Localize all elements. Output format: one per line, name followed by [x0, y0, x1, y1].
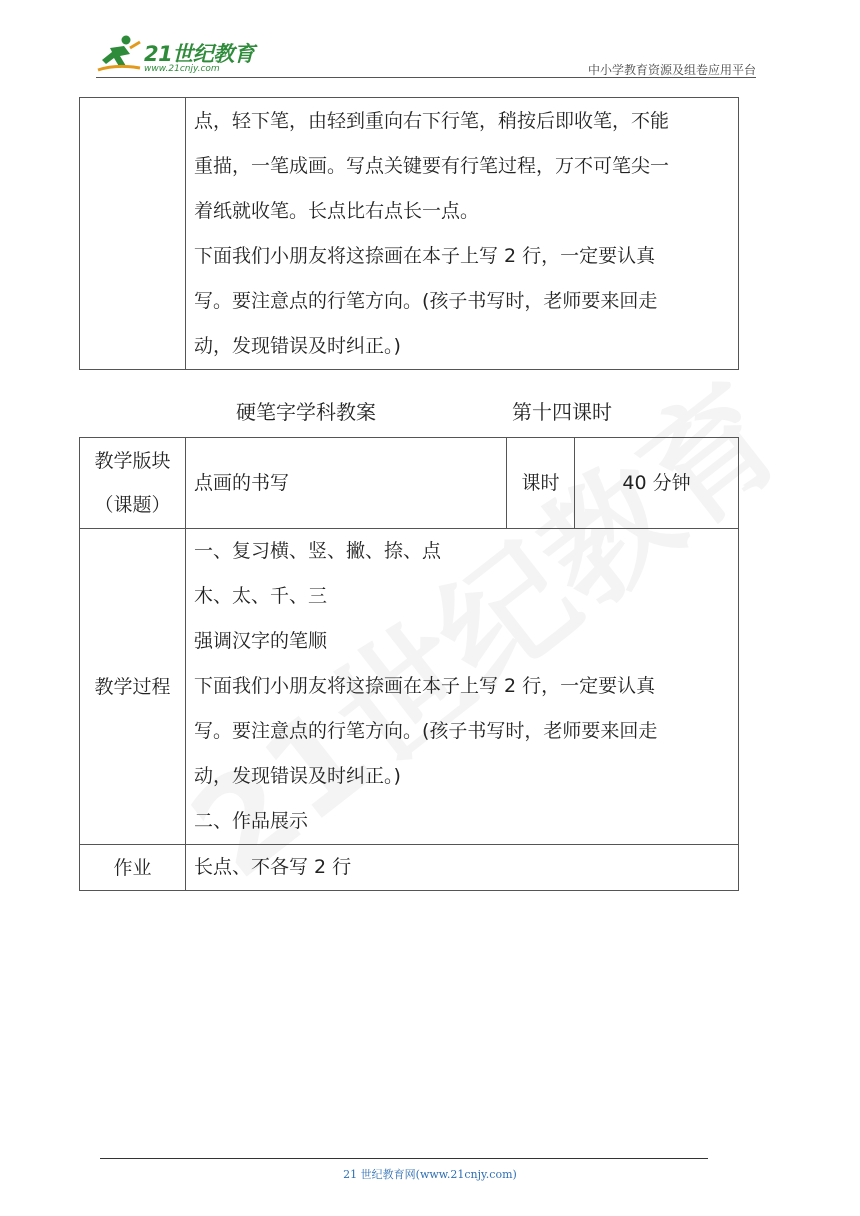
process-content-cell: [186, 529, 739, 845]
period-label: 课时: [507, 438, 575, 529]
text-line: 动，发现错误及时纠正。): [194, 335, 401, 357]
process-label: 教学过程: [80, 529, 186, 845]
section-label-cell: [80, 438, 186, 529]
homework-row: [80, 845, 739, 891]
topic-text: 点画的书写: [194, 471, 290, 494]
process-line: 木、太、千、三: [194, 585, 328, 607]
runner-icon: [96, 34, 142, 74]
site-logo: [96, 34, 266, 78]
header-divider: [96, 77, 756, 78]
topic-cell: [186, 438, 507, 529]
page-header: [0, 0, 860, 80]
process-line: 写。要注意点的行笔方向。(孩子书写时，老师要来回走: [194, 720, 658, 742]
lesson-table: [79, 437, 739, 891]
period-value: 40 分钟: [575, 438, 739, 529]
continued-table: [79, 97, 739, 370]
text-line: 点，轻下笔，由轻到重向右下行笔，稍按后即收笔，不能: [194, 110, 670, 132]
process-line: 强调汉字的笔顺: [194, 630, 328, 652]
section-label: 教学版块: [94, 450, 171, 472]
topic-row: [80, 438, 739, 529]
process-line: 二、作品展示: [194, 810, 309, 832]
section-sublabel: （课题）: [94, 494, 171, 516]
logo-text: 21世纪教育: [144, 42, 255, 66]
process-line: 下面我们小朋友将这捺画在本子上写 2 行，一定要认真: [194, 675, 656, 697]
process-row: [80, 529, 739, 845]
logo-url: www.21cnjy.com: [144, 64, 220, 74]
homework-label: 作业: [80, 845, 186, 891]
text-line: 下面我们小朋友将这捺画在本子上写 2 行，一定要认真: [194, 245, 656, 267]
text-line: 写。要注意点的行笔方向。(孩子书写时，老师要来回走: [194, 290, 658, 312]
text-line: 重描，一笔成画。写点关键要有行笔过程，万不可笔尖一: [194, 155, 670, 177]
footer-divider: [100, 1158, 708, 1159]
lesson-number: 第十四课时: [512, 400, 612, 424]
process-line: 动，发现错误及时纠正。): [194, 765, 401, 787]
continued-content-cell: [186, 98, 739, 370]
footer-text: 21 世纪教育网(www.21cnjy.com): [343, 1168, 517, 1181]
homework-text: 长点、不各写 2 行: [194, 856, 352, 878]
homework-cell: [186, 845, 739, 891]
lesson-plan-title: 硬笔字学科教案: [236, 400, 376, 424]
process-line: 一、复习横、竖、撇、捺、点: [194, 540, 442, 562]
empty-label-cell: [80, 98, 186, 370]
platform-name: 中小学教育资源及组卷应用平台: [587, 63, 756, 77]
text-line: 着纸就收笔。长点比右点长一点。: [194, 200, 480, 222]
